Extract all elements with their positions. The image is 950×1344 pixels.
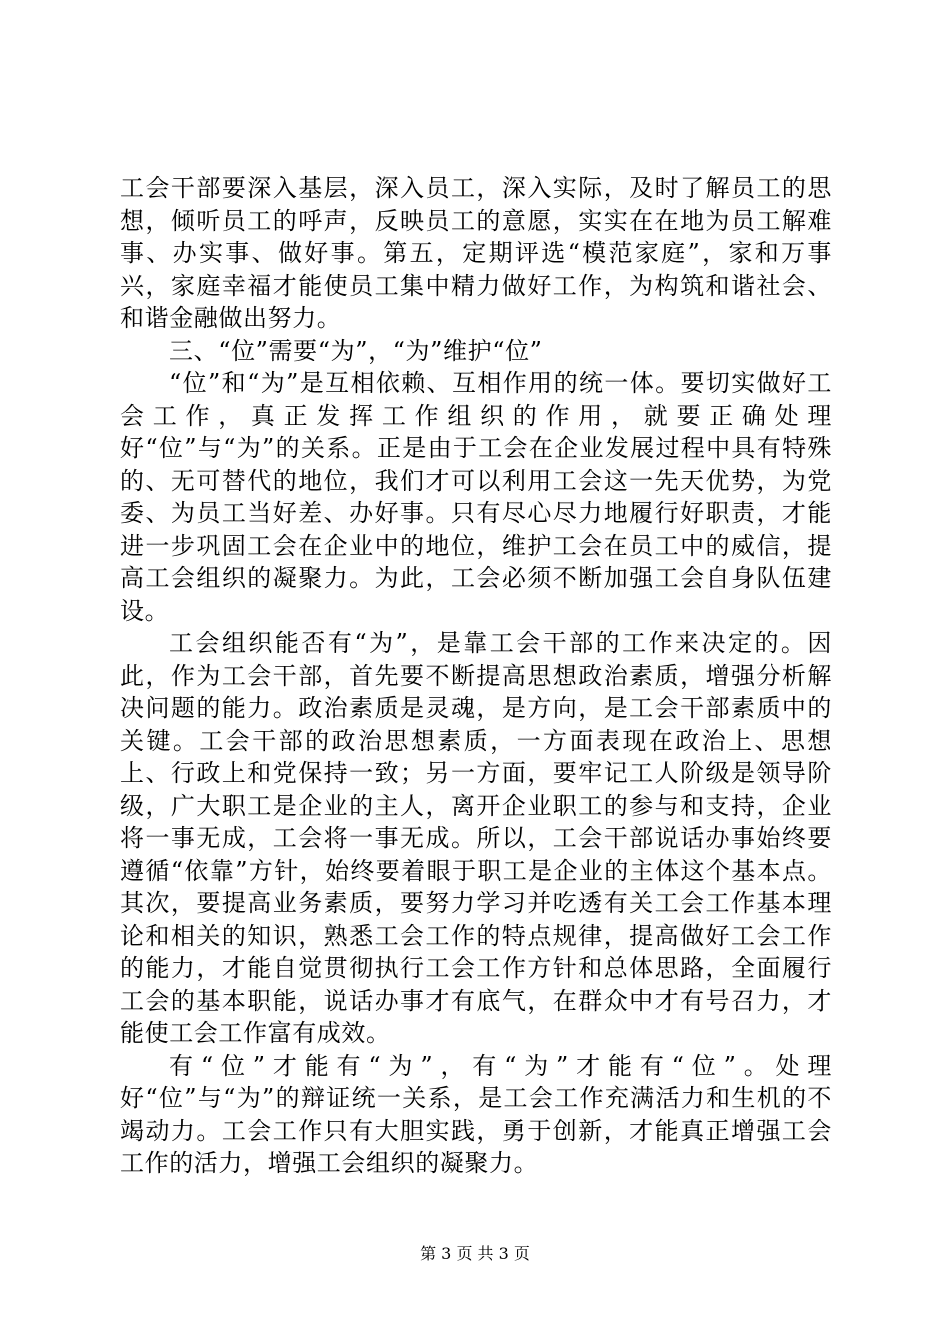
paragraph-continuation: 工会干部要深入基层，深入员工，深入实际，及时了解员工的思想，倾听员工的呼声，反映员工的意愿，实实在在地为员工解难事、办实事、做好事。第五，定期评选“模范家庭”，家和万事兴，家庭幸福才能使员工集中精力做好工作，为构筑和谐社会、和谐金融做出努力。 <box>120 174 832 332</box>
document-body <box>120 172 832 1180</box>
paragraph: “位”和“为”是互相依赖、互相作用的统一体。要切实做好工会工作，真正发挥工作组织的作用，就要正确处理好“位”与“为”的关系。正是由于工会在企业发展过程中具有特殊的、无可替代的地位，我们才可以利用工会这一先天优势，为党委、为员工当好差、办好事。只有尽心尽力地履行好职责，才能进一步巩固工会在企业中的地位，维护工会在员工中的威信，提高工会组织的凝聚力。为此，工会必须不断加强工会自身队伍建设。 <box>120 369 832 625</box>
section-heading: 三、“位”需要“为”，“为”维护“位” <box>169 336 543 365</box>
paragraph: 工会组织能否有“为”，是靠工会干部的工作来决定的。因此，作为工会干部，首先要不断提高思想政治素质，增强分析解决问题的能力。政治素质是灵魂，是方向，是工会干部素质中的关键。工会干部的政治思想素质，一方面表现在政治上、思想上、行政上和党保持一致；另一方面，要牢记工人阶级是领导阶级，广大职工是企业的主人，离开企业职工的参与和支持，企业将一事无成，工会将一事无成。所以，工会干部说话办事始终要遵循“依靠”方针，始终要着眼于职工是企业的主体这个基本点。其次，要提高业务素质，要努力学习并吃透有关工会工作基本理论和相关的知识，熟悉工会工作的特点规律，提高做好工会工作的能力，才能自觉贯彻执行工会工作方针和总体思路，全面履行工会的基本职能，说话办事才有底气，在群众中才有号召力，才能使工会工作富有成效。 <box>120 629 832 1047</box>
page-number-footer: 第 3 页 共 3 页 <box>420 1244 530 1263</box>
paragraph: 有“位”才能有“为”，有“为”才能有“位”。处理好“位”与“为”的辩证统一关系，是工会工作充满活力和生机的不竭动力。工会工作只有大胆实践，勇于创新，才能真正增强工会工作的活力，增强工会组织的凝聚力。 <box>120 1051 832 1177</box>
